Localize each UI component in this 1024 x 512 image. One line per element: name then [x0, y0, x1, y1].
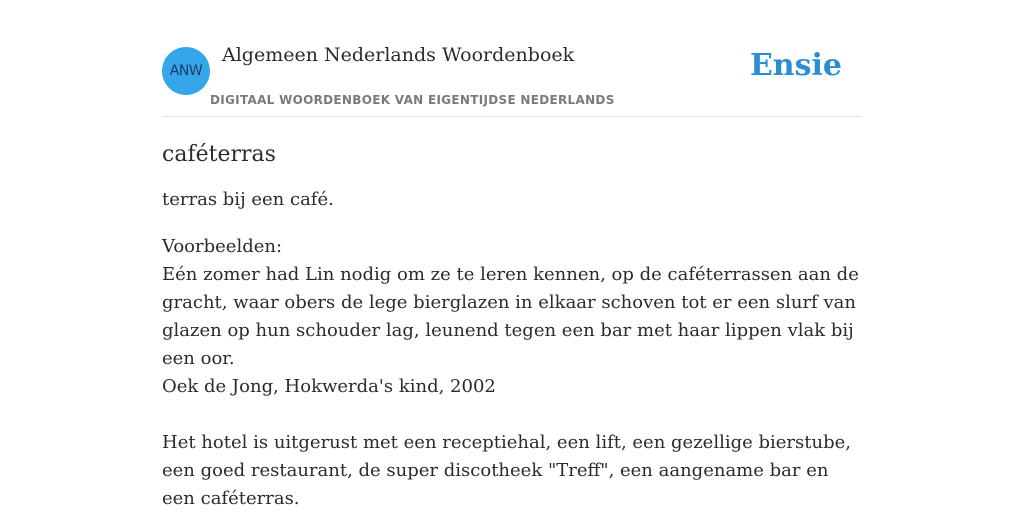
site-header [162, 0, 862, 117]
ensie-brand-link[interactable]: Ensie [749, 48, 842, 83]
example-text: Het hotel is uitgerust met een receptiehal, een lift, een gezellige bierstube, een goed restaurant, de super discotheek "Treff", een aangename bar en een caféterras. [162, 432, 852, 509]
examples-section [162, 233, 862, 512]
example-item [162, 429, 862, 512]
headword: caféterras [162, 142, 276, 167]
example-source: Oek de Jong, Hokwerda's kind, 2002 [162, 376, 496, 397]
anw-logo[interactable]: ANW [162, 47, 210, 95]
example-item [162, 261, 862, 401]
example-text: Eén zomer had Lin nodig om ze te leren kennen, op de caféterrassen aan de gracht, waar obers de lege bierglazen in elkaar schoven tot er een slurf van glazen op hun schouder lag, leunend tegen een bar met haar lippen vlak bij een oor. [162, 264, 859, 369]
site-subtitle: DIGITAAL WOORDENBOEK VAN EIGENTIJDSE NEDERLANDS [210, 93, 615, 107]
site-title[interactable]: Algemeen Nederlands Woordenboek [222, 44, 575, 66]
examples-label: Voorbeelden: [162, 236, 283, 257]
dictionary-entry [162, 138, 862, 512]
definition: terras bij een café. [162, 189, 334, 210]
